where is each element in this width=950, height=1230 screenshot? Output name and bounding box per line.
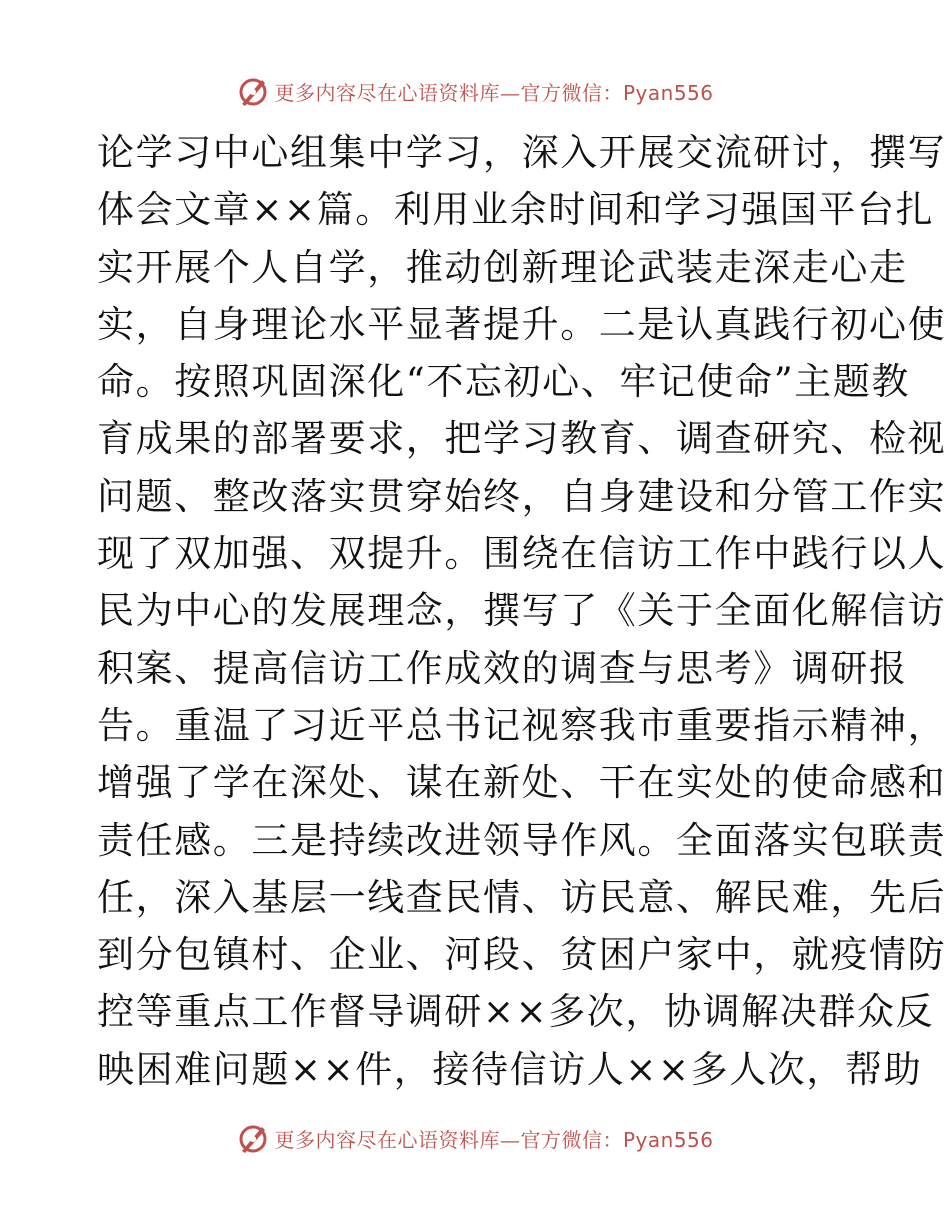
text-line: 任，深入基层一线查民情、访民意、解民难，先后 [97, 875, 947, 919]
document-body [97, 124, 947, 1098]
wechat-id: Pyan556 [622, 80, 714, 105]
contact-label: 官方微信： [520, 80, 623, 105]
text-line: 论学习中心组集中学习，深入开展交流研讨，撰写 [97, 131, 947, 174]
footer-banner-text [274, 1124, 713, 1153]
text-line: 到分包镇村、企业、河段、贫困户家中，就疫情防 [97, 933, 947, 977]
text-line: 增强了学在深处、谋在新处、干在实处的使命感和 [97, 761, 947, 805]
text-line: 体会文章××篇。利用业余时间和学习强国平台扎 [97, 188, 935, 232]
text-line: 控等重点工作督导调研××多次，协调解决群众反 [97, 990, 935, 1034]
dash: — [499, 80, 521, 105]
text-line: 责任感。三是持续改进领导作风。全面落实包联责 [97, 818, 947, 862]
header-banner-text [274, 77, 713, 106]
wechat-id: Pyan556 [622, 1127, 714, 1152]
text-line: 实，自身理论水平显著提升。二是认真践行初心使 [97, 302, 947, 346]
text-line: 积案、提高信访工作成效的调查与思考》调研报 [97, 646, 908, 690]
dash: — [499, 1127, 521, 1152]
header-banner [0, 71, 950, 111]
feather-pen-logo-icon [236, 1121, 270, 1155]
text-line: 命。按照巩固深化“不忘初心、牢记使命”主题教 [97, 360, 911, 404]
site-name: 更多内容尽在心语资料库 [274, 80, 500, 105]
text-line: 问题、整改落实贯穿始终，自身建设和分管工作实 [97, 474, 947, 518]
text-line: 告。重温了习近平总书记视察我市重要指示精神， [97, 703, 947, 747]
footer-banner [0, 1118, 950, 1158]
site-name: 更多内容尽在心语资料库 [274, 1127, 500, 1152]
text-line: 现了双加强、双提升。围绕在信访工作中践行以人 [97, 532, 947, 576]
text-line: 育成果的部署要求，把学习教育、调查研究、检视 [97, 417, 947, 461]
text-line: 民为中心的发展理念，撰写了《关于全面化解信访 [97, 589, 947, 633]
text-line: 映困难问题××件，接待信访人××多人次，帮助 [97, 1047, 923, 1091]
feather-pen-logo-icon [236, 74, 270, 108]
contact-label: 官方微信： [520, 1127, 623, 1152]
text-line: 实开展个人自学，推动创新理论武装走深走心走 [97, 245, 908, 289]
